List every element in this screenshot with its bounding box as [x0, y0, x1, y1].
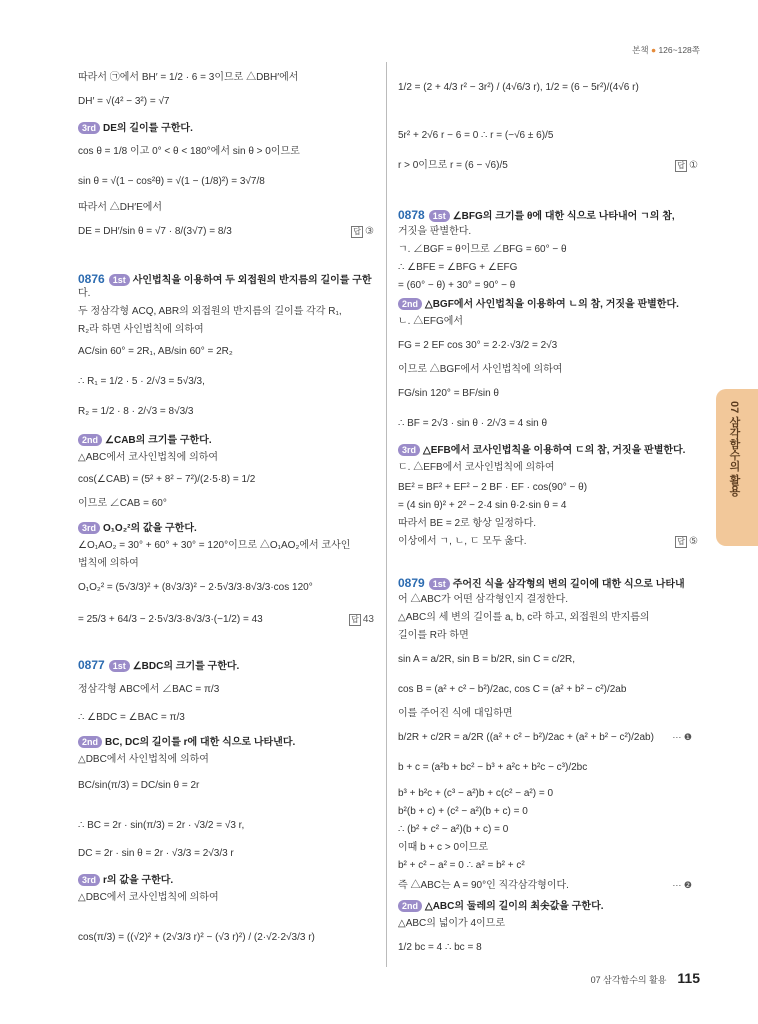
text-line	[398, 576, 685, 591]
text-line	[398, 244, 567, 256]
text-line	[398, 340, 557, 352]
problem-number: 0876	[78, 272, 105, 286]
text-line	[78, 406, 193, 418]
line-text: 1/2 bc = 4 ∴ bc = 8	[398, 942, 482, 953]
text-line	[398, 942, 482, 954]
text-line	[398, 388, 499, 400]
line-text: 법칙에 의하여	[78, 558, 139, 569]
line-text: △ABC의 둘레의 길이의 최솟값을 구한다.	[425, 901, 604, 912]
column-divider	[386, 62, 387, 967]
text-line	[398, 316, 463, 328]
line-text: △DBC에서 사인법칙에 의하여	[78, 754, 209, 765]
text-line	[398, 918, 505, 930]
line-text: 따라서 ㉠에서 BH′ = 1/2 · 6 = 3이므로 △DBH′에서	[78, 72, 299, 83]
header-ref-range: 126~128쪽	[658, 45, 700, 55]
step-badge: 3rd	[78, 122, 100, 134]
line-text: = (60° − θ) + 30° = 90° − θ	[398, 280, 516, 291]
text-line	[398, 788, 553, 800]
answer-mark	[349, 614, 374, 626]
chapter-side-tab-label: 07 삼각함수의 활용	[728, 401, 740, 497]
answer-box-icon: 답	[351, 615, 359, 624]
answer-mark	[675, 160, 698, 172]
line-text: △EFB에서 코사인법칙을 이용하여 ㄷ의 참, 거짓을 판별한다.	[423, 445, 686, 456]
line-text: △BGF에서 사인법칙을 이용하여 ㄴ의 참, 거짓을 판별한다.	[425, 299, 679, 310]
header-ref-label: 본책	[632, 45, 649, 55]
text-line	[398, 280, 515, 292]
text-line	[78, 474, 255, 486]
answer-mark	[675, 536, 698, 548]
line-text: 따라서 BE = 2로 항상 일정하다.	[398, 518, 537, 529]
text-line	[78, 582, 313, 594]
line-text: BC/sin(π/3) = DC/sin θ = 2r	[78, 780, 200, 791]
text-line	[398, 900, 604, 913]
step-badge: 2nd	[398, 298, 422, 310]
line-text: 이상에서 ㄱ, ㄴ, ㄷ 모두 옳다.	[398, 536, 527, 547]
line-text: BE² = BF² + EF² − 2 BF · EF · cos(90° − θ)	[398, 482, 588, 493]
line-text: 다.	[78, 288, 91, 299]
line-text: 이므로 ∠CAB = 60°	[78, 498, 167, 509]
line-text: △ABC의 세 변의 길이를 a, b, c라 하고, 외접원의 반지름의	[398, 612, 650, 623]
answer-value: ③	[365, 226, 374, 237]
line-text: 즉 △ABC는 A = 90°인 직각삼각형이다.	[398, 880, 569, 891]
line-text: ∴ BF = 2√3 · sin θ · 2/√3 = 4 sin θ	[398, 418, 548, 429]
text-line	[78, 848, 234, 860]
line-text: ∴ ∠BDC = ∠BAC = π/3	[78, 712, 185, 723]
problem-number: 0879	[398, 576, 425, 590]
step-badge: 1st	[109, 274, 130, 286]
text-line	[398, 262, 517, 274]
line-text: FG/sin 120° = BF/sin θ	[398, 388, 499, 399]
text-line	[398, 684, 626, 696]
line-text: AC/sin 60° = 2R₁, AB/sin 60° = 2R₂	[78, 346, 233, 357]
line-text: △DBC에서 코사인법칙에 의하여	[78, 892, 219, 903]
text-line	[78, 558, 139, 570]
text-line	[398, 880, 569, 892]
line-text: b/2R + c/2R = a/2R ((a² + c² − b²)/2ac + (a² + b² − c²)/2ab)	[398, 732, 654, 743]
text-line	[78, 346, 233, 358]
line-text: b²(b + c) + (c² − a²)(b + c) = 0	[398, 806, 528, 817]
text-line	[398, 654, 575, 666]
line-text: 이므로 △BGF에서 사인법칙에 의하여	[398, 364, 563, 375]
line-text: △ABC에서 코사인법칙에 의하여	[78, 452, 219, 463]
text-line	[398, 762, 587, 774]
line-text: 사인법칙을 이용하여 두 외접원의 반지름의 길이를 구한	[132, 275, 372, 286]
line-text: cos θ = 1/8 이고 0° < θ < 180°에서 sin θ > 0이므로	[78, 146, 300, 157]
text-line	[78, 376, 205, 388]
text-line	[78, 306, 342, 318]
step-badge: 1st	[109, 660, 130, 672]
text-line	[398, 160, 508, 172]
text-line	[398, 824, 508, 836]
text-line	[78, 712, 185, 724]
line-text: DE = DH′/sin θ = √7 · 8/(3√7) = 8/3	[78, 226, 232, 237]
text-line	[398, 708, 513, 720]
text-line	[398, 462, 554, 474]
problem-number: 0877	[78, 658, 105, 672]
line-text: DE의 길이를 구한다.	[103, 123, 193, 134]
answer-mark	[351, 226, 374, 238]
text-line	[78, 176, 265, 188]
text-line	[78, 614, 263, 626]
answer-box-icon: 답	[677, 537, 686, 546]
line-text: b² + c² − a² = 0 ∴ a² = b² + c²	[398, 860, 525, 871]
text-line	[78, 658, 239, 673]
step-badge: 2nd	[398, 900, 422, 912]
text-line	[78, 820, 244, 832]
step-badge: 2nd	[78, 434, 102, 446]
text-line	[78, 288, 90, 300]
line-text: 따라서 △DH′E에서	[78, 202, 163, 213]
line-text: 1/2 = (2 + 4/3 r² − 3r²) / (4√6/3 r), 1/2 = (6 − 5r²)/(4√6 r)	[398, 82, 639, 93]
line-text: ∠BFG의 크기를 θ에 대한 식으로 나타내어 ㄱ의 참,	[452, 211, 675, 222]
line-text: = (4 sin θ)² + 2² − 2·4 sin θ·2·sin θ = 4	[398, 500, 567, 511]
line-text: ∴ (b² + c² − a²)(b + c) = 0	[398, 824, 509, 835]
line-text: ㄴ. △EFG에서	[398, 316, 464, 327]
text-line	[78, 146, 300, 158]
text-line	[398, 130, 553, 142]
text-line	[78, 932, 315, 944]
line-text: b + c = (a²b + bc² − b³ + a²c + b²c − c³)/2bc	[398, 762, 588, 773]
line-text: cos B = (a² + c² − b²)/2ac, cos C = (a² + b² − c²)/2ab	[398, 684, 627, 695]
chapter-side-tab	[716, 389, 758, 546]
text-line	[78, 96, 170, 108]
answer-value: ①	[689, 160, 698, 171]
header-dot-icon: ●	[650, 45, 657, 55]
line-text: ∴ ∠BFE = ∠BFG + ∠EFG	[398, 262, 518, 273]
line-text: cos(∠CAB) = (5² + 8² − 7²)/(2·5·8) = 1/2	[78, 474, 256, 485]
line-text: ∠CAB의 크기를 구한다.	[105, 435, 212, 446]
line-text: DH′ = √(4² − 3²) = √7	[78, 96, 170, 107]
text-line	[398, 860, 525, 872]
line-text: O₁O₂²의 값을 구한다.	[103, 523, 197, 534]
line-text: ∠O₁AO₂ = 30° + 60° + 30° = 120°이므로 △O₁AO₂에서 코사인	[78, 540, 351, 551]
line-text: 길이를 R라 하면	[398, 630, 469, 641]
text-line	[398, 842, 488, 854]
line-text: ∠BDC의 크기를 구한다.	[132, 661, 240, 672]
text-line	[78, 684, 219, 696]
text-line	[398, 298, 679, 311]
step-badge: 1st	[429, 578, 450, 590]
text-line	[78, 892, 219, 904]
text-line	[78, 540, 350, 552]
text-line	[78, 874, 173, 887]
text-line	[398, 364, 562, 376]
line-text: R₂ = 1/2 · 8 · 2/√3 = 8√3/3	[78, 406, 194, 417]
text-line	[398, 226, 471, 238]
line-text: ∴ R₁ = 1/2 · 5 · 2/√3 = 5√3/3,	[78, 376, 205, 387]
text-line	[78, 780, 199, 792]
line-text: 정삼각형 ABC에서 ∠BAC = π/3	[78, 684, 220, 695]
line-text: r의 값을 구한다.	[103, 875, 174, 886]
line-text: BC, DC의 길이를 r에 대한 식으로 나타낸다.	[105, 737, 296, 748]
text-line	[398, 536, 527, 548]
equation-marker: ⋯ ❷	[672, 880, 692, 890]
step-badge: 3rd	[78, 874, 100, 886]
line-text: 이때 b + c > 0이므로	[398, 842, 488, 853]
equation-marker: ⋯ ❶	[672, 732, 692, 742]
line-text: r > 0이므로 r = (6 − √6)/5	[398, 160, 508, 171]
text-line	[78, 226, 232, 238]
line-text: ㄷ. △EFB에서 코사인법칙에 의하여	[398, 462, 555, 473]
text-line	[78, 122, 193, 135]
page-number: 115	[677, 970, 700, 986]
line-text: sin A = a/2R, sin B = b/2R, sin C = c/2R,	[398, 654, 576, 665]
text-line	[398, 82, 639, 94]
problem-number: 0878	[398, 208, 425, 222]
text-line	[78, 434, 212, 447]
answer-value: ⑤	[689, 536, 698, 547]
step-badge: 1st	[429, 210, 450, 222]
step-badge: 3rd	[398, 444, 420, 456]
text-line	[78, 324, 204, 336]
text-line	[398, 500, 566, 512]
text-line	[78, 736, 295, 749]
step-badge: 2nd	[78, 736, 102, 748]
line-text: cos(π/3) = ((√2)² + (2√3/3 r)² − (√3 r)²) / (2·√2·2√3/3 r)	[78, 932, 315, 943]
text-line	[398, 612, 650, 624]
line-text: ∴ BC = 2r · sin(π/3) = 2r · √3/2 = √3 r,	[78, 820, 245, 831]
text-line	[78, 202, 162, 214]
line-text: 이를 주어진 식에 대입하면	[398, 708, 513, 719]
page-footer	[591, 970, 700, 986]
text-line	[398, 630, 469, 642]
text-line	[78, 72, 298, 84]
answer-box-icon: 답	[677, 161, 686, 170]
line-text: △ABC의 넓이가 4이므로	[398, 918, 505, 929]
line-text: 두 정삼각형 ACQ, ABR의 외접원의 반지름의 길이를 각각 R₁,	[78, 306, 342, 317]
text-line	[398, 208, 675, 223]
line-text: O₁O₂² = (5√3/3)² + (8√3/3)² − 2·5√3/3·8√3/3·cos 120°	[78, 582, 313, 593]
line-text: ㄱ. ∠BGF = θ이므로 ∠BFG = 60° − θ	[398, 244, 567, 255]
line-text: DC = 2r · sin θ = 2r · √3/3 = 2√3/3 r	[78, 848, 234, 859]
answer-value: 43	[362, 614, 374, 625]
text-line	[398, 444, 685, 457]
line-text: 5r² + 2√6 r − 6 = 0 ∴ r = (−√6 ± 6)/5	[398, 130, 554, 141]
line-text: = 25/3 + 64/3 − 2·5√3/3·8√3/3·(−1/2) = 43	[78, 614, 263, 625]
text-line	[398, 482, 587, 494]
line-text: 어 △ABC가 어떤 삼각형인지 결정한다.	[398, 594, 569, 605]
text-line	[398, 594, 568, 606]
text-line	[78, 522, 197, 535]
line-text: FG = 2 EF cos 30° = 2·2·√3/2 = 2√3	[398, 340, 558, 351]
line-text: R₂라 하면 사인법칙에 의하여	[78, 324, 204, 335]
text-line	[78, 754, 209, 766]
text-line	[398, 518, 536, 530]
text-line	[78, 272, 372, 287]
line-text: sin θ = √(1 − cos²θ) = √(1 − (1/8)²) = 3√7/8	[78, 176, 265, 187]
line-text: b³ + b²c + (c³ − a²)b + c(c² − a²) = 0	[398, 788, 554, 799]
answer-box-icon: 답	[353, 227, 362, 236]
page-header-ref	[632, 44, 700, 56]
line-text: 거짓을 판별한다.	[398, 226, 472, 237]
text-line	[398, 732, 654, 744]
step-badge: 3rd	[78, 522, 100, 534]
text-line	[78, 452, 218, 464]
text-line	[78, 498, 167, 510]
footer-chapter: 07 삼각함수의 활용	[590, 975, 667, 985]
text-line	[398, 418, 547, 430]
text-line	[398, 806, 528, 818]
line-text: 주어진 식을 삼각형의 변의 길이에 대한 식으로 나타내	[452, 579, 685, 590]
